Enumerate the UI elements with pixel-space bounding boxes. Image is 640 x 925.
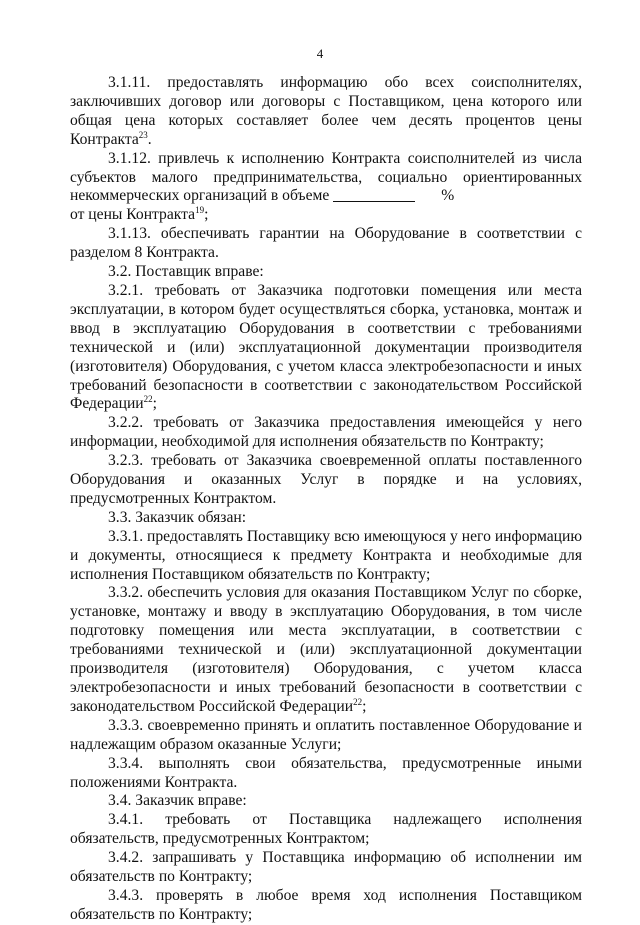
clause-3-1-12: 3.1.12. привлечь к исполнению Контракта соисполнителей из числа субъектов малого предпринимательства, социально ориентированных некоммерческих организаций в объеме % от цены Контракта$^{19}$; <box>70 149 582 224</box>
clause-3-1-11: 3.1.11. предоставлять информацию обо всех соисполнителях, заключивших договор или договоры с Поставщиком, цена которого или общая цена которых составляет более чем десять процентов цены Контракта$^{23}$. <box>70 74 582 148</box>
clause-3-4-1: 3.4.1. требовать от Поставщика надлежащего исполнения обязательств, предусмотренных Контрактом; <box>70 811 582 848</box>
blank-field <box>333 189 415 202</box>
section-3-4: 3.4. Заказчик вправе: <box>108 792 247 810</box>
page-number: 4 <box>316 46 324 61</box>
clause-3-4-2: 3.4.2. запрашивать у Поставщика информацию об исполнении им обязательств по Контракту; <box>70 849 582 886</box>
clause-3-2-2: 3.2.2. требовать от Заказчика предоставления имеющейся у него информации, необходимой для исполнения обязательств по Контракту; <box>70 414 582 451</box>
section-3-3: 3.3. Заказчик обязан: <box>108 508 247 526</box>
clause-3-3-4: 3.3.4. выполнять свои обязательства, предусмотренные иными положениями Контракта. <box>70 754 582 791</box>
clause-3-3-1: 3.3.1. предоставлять Поставщику всю имеющуюся у него информацию и документы, относящиеся к предмету Контракта и необходимые для исполнения Поставщиком обязательств по Контракту; <box>70 527 582 583</box>
clause-3-3-3: 3.3.3. своевременно принять и оплатить поставленное Оборудование и надлежащим образом оказанные Услуги; <box>70 716 582 753</box>
footnote-ref: 19 <box>195 205 205 216</box>
clause-3-3-2: 3.3.2. обеспечить условия для оказания Поставщиком Услуг по сборке, установке, монтажу и вводу в эксплуатацию Оборудования, в том числе подготовку помещения или места эксплуатации, в соответствии с требованиями технической и (или) эксплуатационной документации производителя (изготовителя) Оборудования, с учетом класса электробезопасности и иных требований безопасности в соответствии с законодательством Российской Федерации$^{22}$; <box>70 584 582 715</box>
clause-3-1-13: 3.1.13. обеспечивать гарантии на Оборудование в соответствии с разделом 8 Контракта. <box>70 225 582 262</box>
document-body <box>70 74 582 925</box>
footnote-ref: 23 <box>138 129 148 140</box>
clause-3-4-3: 3.4.3. проверять в любое время ход исполнения Поставщиком обязательств по Контракту; <box>70 886 582 923</box>
clause-3-2-1: 3.2.1. требовать от Заказчика подготовки помещения или места эксплуатации, в котором будет осуществляться сборка, установка, монтаж и ввод в эксплуатацию Оборудования в соответствии с требованиями технической и (или) эксплуатационной документации производителя (изготовителя) Оборудования, с учетом класса электробезопасности и иных требований безопасности в соответствии с законодательством Российской Федерации$^{22}$; <box>70 281 582 413</box>
footnote-ref: 22 <box>143 394 153 405</box>
section-3-2: 3.2. Поставщик вправе: <box>108 263 264 281</box>
clause-3-2-3: 3.2.3. требовать от Заказчика своевременной оплаты поставленного Оборудования и оказанных Услуг в порядке и на условиях, предусмотренных Контрактом. <box>70 452 582 507</box>
footnote-ref: 22 <box>353 696 363 707</box>
